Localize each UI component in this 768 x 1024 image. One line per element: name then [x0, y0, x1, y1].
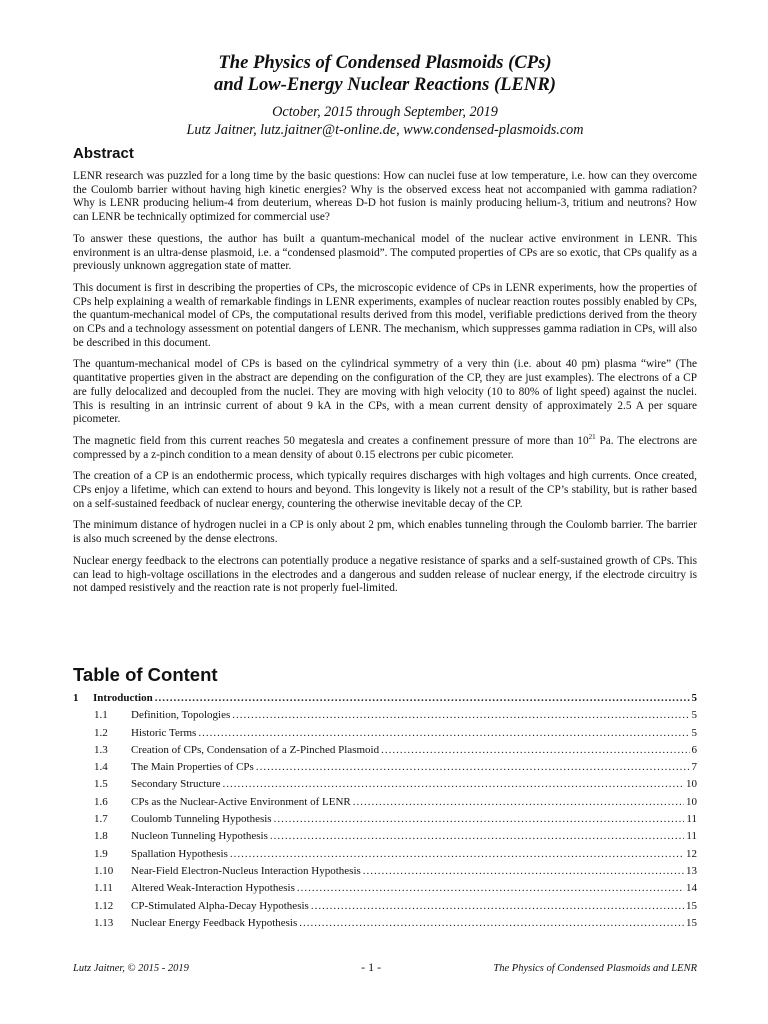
- toc-entry-introduction[interactable]: [73, 692, 697, 709]
- toc-number: 1.9: [94, 847, 108, 860]
- table-of-contents: [73, 692, 697, 934]
- toc-title: Historic Terms: [131, 726, 197, 739]
- toc-entry[interactable]: [73, 882, 697, 899]
- toc-page-number: 13: [686, 864, 697, 877]
- toc-entry[interactable]: [73, 813, 697, 830]
- abstract-paragraph: Nuclear energy feedback to the electrons can potentially produce a negative resistance of sparks and a self-sustained growth of CPs. This can lead to high-voltage oscillations in the electrodes and a dangerous and sudden release of nuclear energy, if the electrode circuitry is not damped resistively and the reaction rate is not properly fuel-limited.: [73, 554, 697, 595]
- toc-page-number: 5: [691, 692, 697, 704]
- footer-copyright: Lutz Jaitner, © 2015 - 2019: [73, 963, 189, 974]
- toc-entry[interactable]: [73, 848, 697, 865]
- toc-entry[interactable]: [73, 744, 697, 761]
- toc-leader-dots: [311, 900, 684, 912]
- toc-number: 1.1: [94, 709, 108, 722]
- toc-leader-dots: [155, 692, 690, 704]
- toc-title: Near-Field Electron-Nucleus Interaction Hypothesis: [131, 864, 361, 877]
- toc-page-number: 7: [691, 761, 697, 774]
- toc-leader-dots: [223, 778, 685, 790]
- toc-entry[interactable]: [73, 709, 697, 726]
- exponent: 21: [588, 433, 596, 442]
- abstract-paragraph: The minimum distance of hydrogen nuclei in a CP is only about 2 pm, which enables tunneling through the Coulomb barrier. The barrier is also much screened by the dense electrons.: [73, 519, 697, 546]
- toc-number: 1: [73, 692, 79, 704]
- toc-entry[interactable]: [73, 917, 697, 934]
- toc-page-number: 10: [686, 778, 697, 791]
- toc-number: 1.5: [94, 778, 108, 791]
- toc-entry[interactable]: [73, 865, 697, 882]
- toc-entry[interactable]: [73, 900, 697, 917]
- toc-number: 1.7: [94, 813, 108, 826]
- document-title-line-1: The Physics of Condensed Plasmoids (CPs): [218, 52, 552, 73]
- toc-number: 1.11: [94, 882, 113, 895]
- toc-entry[interactable]: [73, 830, 697, 847]
- toc-number: 1.12: [94, 899, 114, 912]
- abstract-paragraph: [73, 435, 697, 462]
- abstract-paragraph: This document is first in describing the properties of CPs, the microscopic evidence of CPs in LENR experiments, how the properties of CPs help explaining a wealth of remarkable findings in LENR experiments, examples of nuclear reaction routes possibly enabled by CPs, the quantum-mechanical model of CPs, the computational results derived from this model, verifiable predictions derived from the theory on CPs and a technology assessment on potential dangers of LENR. The mechanism, which suppresses gamma radiation in CPs, will also be described in this document.: [73, 281, 697, 349]
- toc-number: 1.6: [94, 795, 108, 808]
- toc-title: Introduction: [93, 692, 153, 704]
- abstract-paragraph: To answer these questions, the author has built a quantum-mechanical model of the nuclear active environment in LENR. This environment is an ultra-dense plasmoid, i.e. a “condensed plasmoid”. The computed properties of CPs are so exotic, that CPs qualify as a previously unknown aggregation state of matter.: [73, 232, 697, 273]
- toc-title: Definition, Topologies: [131, 709, 231, 722]
- footer-running-title: The Physics of Condensed Plasmoids and LENR: [493, 963, 697, 974]
- abstract-paragraph: The quantum-mechanical model of CPs is based on the cylindrical symmetry of a very thin (i.e. about 40 pm) plasma “wire” (The quantitative properties given in the abstract are depending on the configuration of the CP, they are just examples). The electrons of a CP are fully delocalized and decoupled from the nuclei. They are moving with high velocity (10 to 80% of light speed) against the nuclei. This is resulting in an intrinsic current of about 9 kA in the CPs, with a mean current density of approximately 2.5 A per square picometer.: [73, 358, 697, 426]
- toc-title: Spallation Hypothesis: [131, 847, 228, 860]
- toc-leader-dots: [297, 882, 684, 894]
- toc-page-number: 6: [691, 743, 697, 756]
- toc-leader-dots: [274, 813, 685, 825]
- toc-page-number: 11: [686, 813, 697, 826]
- toc-leader-dots: [363, 865, 684, 877]
- toc-page-number: 10: [686, 795, 697, 808]
- document-dates: October, 2015 through September, 2019: [272, 104, 498, 120]
- abstract-text: The magnetic field from this current reaches 50 megatesla and creates a confinement pressure of more than 10: [73, 434, 589, 447]
- toc-entry[interactable]: [73, 761, 697, 778]
- toc-leader-dots: [230, 848, 684, 860]
- toc-page-number: 11: [686, 830, 697, 843]
- toc-leader-dots: [198, 727, 689, 739]
- abstract-paragraph: The creation of a CP is an endothermic process, which typically requires discharges with high voltages and high currents. Once created, CPs enjoy a lifetime, which can extend to hours and beyond. This longevity is likely not a result of the CP’s stability, but is rather based on a self-sustained feedback of nuclear energy, countering the otherwise inevitable decay of the CP.: [73, 470, 697, 510]
- toc-title: Nucleon Tunneling Hypothesis: [131, 830, 268, 843]
- footer-page-number: - 1 -: [361, 960, 382, 974]
- abstract-heading: Abstract: [73, 145, 134, 162]
- toc-leader-dots: [232, 709, 689, 721]
- toc-title: CPs as the Nuclear-Active Environment of LENR: [131, 795, 351, 808]
- toc-number: 1.8: [94, 830, 108, 843]
- toc-title: Secondary Structure: [131, 778, 221, 791]
- toc-entry[interactable]: [73, 727, 697, 744]
- toc-page-number: 5: [691, 709, 697, 722]
- toc-number: 1.2: [94, 726, 108, 739]
- title-block: [73, 52, 697, 139]
- toc-leader-dots: [256, 761, 690, 773]
- toc-leader-dots: [353, 796, 684, 808]
- toc-subentries: [73, 709, 697, 934]
- toc-page-number: 15: [686, 916, 697, 929]
- toc-number: 1.10: [94, 864, 114, 877]
- abstract-body: [73, 170, 697, 604]
- abstract-paragraph: LENR research was puzzled for a long time by the basic questions: How can nuclei fuse at low temperature, i.e. how can they overcome the Coulomb barrier without having high kinetic energies? Why is the observed excess heat not accompanied with gamma radiation? Why is LENR producing helium-4 from deuterium, whereas D-D hot fusion is mainly producing helium-3, tritium and neutrons? How can LENR be technically optimized for commercial use?: [73, 170, 697, 224]
- document-title-line-2: and Low-Energy Nuclear Reactions (LENR): [214, 74, 556, 95]
- toc-number: 1.4: [94, 761, 108, 774]
- page-footer: [73, 960, 697, 975]
- toc-title: Altered Weak-Interaction Hypothesis: [131, 882, 295, 895]
- toc-entry[interactable]: [73, 796, 697, 813]
- toc-title: The Main Properties of CPs: [131, 761, 254, 774]
- toc-title: Coulomb Tunneling Hypothesis: [131, 813, 272, 826]
- toc-title: Nuclear Energy Feedback Hypothesis: [131, 916, 298, 929]
- toc-page-number: 15: [686, 899, 697, 912]
- toc-leader-dots: [270, 830, 685, 842]
- document-page: [73, 0, 697, 1024]
- toc-page-number: 5: [691, 726, 697, 739]
- document-author: Lutz Jaitner, lutz.jaitner@t-online.de, www.condensed-plasmoids.com: [186, 122, 584, 138]
- toc-page-number: 12: [686, 847, 697, 860]
- toc-title: Creation of CPs, Condensation of a Z-Pinched Plasmoid: [131, 743, 380, 756]
- toc-leader-dots: [299, 917, 684, 929]
- toc-entry[interactable]: [73, 778, 697, 795]
- toc-number: 1.3: [94, 743, 108, 756]
- toc-number: 1.13: [94, 916, 114, 929]
- abstract-text: Pa. The electrons are compressed by a z-pinch condition to a mean density of about 0.15 electrons per cubic picometer.: [73, 434, 697, 461]
- toc-title: CP-Stimulated Alpha-Decay Hypothesis: [131, 899, 309, 912]
- toc-leader-dots: [381, 744, 689, 756]
- toc-heading: Table of Content: [73, 664, 218, 685]
- toc-page-number: 14: [686, 882, 697, 895]
